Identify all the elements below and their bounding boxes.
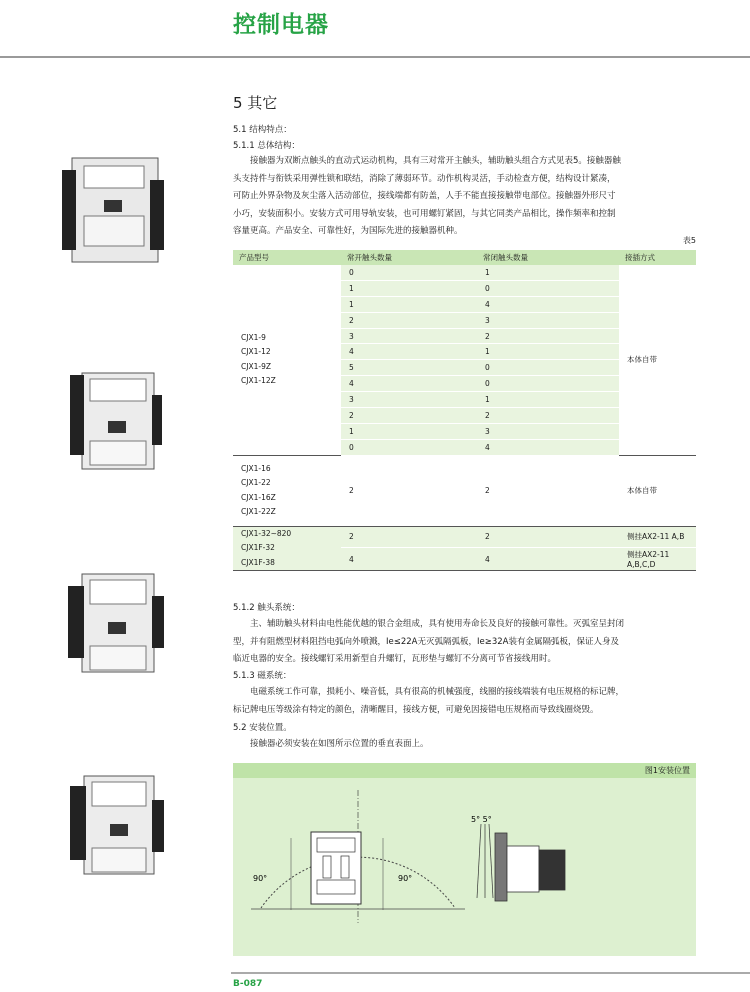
- paragraph-line: 主、辅助触头材料由电性能优越的银合金组成，具有使用寿命长及良好的接触可靠性。灭弧室呈封闭: [250, 619, 625, 629]
- no-count-cell: 2: [341, 312, 477, 328]
- mounting-cell-group1: 本体自带: [619, 265, 696, 455]
- model-name: CJX1-12Z: [241, 376, 276, 386]
- no-count-cell: 3: [341, 328, 477, 344]
- mounting-cell-group2: 本体自带: [619, 455, 696, 526]
- installation-diagram: [233, 778, 696, 956]
- nc-count-cell: 0: [477, 280, 619, 296]
- footer-divider: [231, 972, 750, 974]
- nc-count-cell: 2: [477, 526, 619, 547]
- contactor-photo-2: [70, 365, 165, 475]
- paragraph-line: 接触器必须安装在如图所示位置的垂直表面上。: [250, 739, 429, 749]
- nc-count-cell: 4: [477, 296, 619, 312]
- contactor-photo-4: [70, 770, 165, 880]
- model-name: CJX1F-32: [241, 543, 275, 553]
- paragraph-line: 小巧，安装面积小。安装方式可用导轨安装，也可用螺钉紧固，与其它同类产品相比，操作频率和控制: [233, 208, 616, 219]
- table-row: [233, 455, 696, 526]
- nc-count-cell: 3: [477, 423, 619, 439]
- model-name: CJX1-22Z: [241, 507, 276, 517]
- no-count-cell: 2: [341, 526, 477, 547]
- model-name: CJX1-22: [241, 478, 271, 488]
- nc-count-cell: 1: [477, 344, 619, 360]
- contactor-side-rail: [495, 833, 507, 901]
- subsection-heading-5-2: 5.2 安装位置。: [233, 723, 292, 733]
- nc-count-cell: 1: [477, 265, 619, 280]
- nc-count-cell: 4: [477, 547, 619, 570]
- table-row: [233, 526, 696, 547]
- paragraph-line: 型，并有阻燃型材料阻挡电弧向外喷溅，Ie≤22A无灭弧隔弧板，Ie≥32A装有金属隔弧板，保证人身及: [233, 636, 619, 647]
- overall-structure-paragraph: [233, 153, 696, 241]
- no-count-cell: 4: [341, 547, 477, 570]
- table-header-row: [233, 250, 696, 265]
- no-count-cell: 2: [341, 408, 477, 424]
- no-count-cell: 5: [341, 360, 477, 376]
- contactor-side-cover: [539, 850, 565, 890]
- col-header-mounting: 接插方式: [619, 250, 696, 265]
- magnetic-system-paragraph: [233, 684, 696, 719]
- no-count-cell: 4: [341, 344, 477, 360]
- contactor-photo-3: [68, 568, 166, 678]
- figure-caption: 图1安装位置: [644, 766, 690, 775]
- subsection-heading-5-1-1: 5.1.1 总体结构：: [233, 141, 300, 151]
- model-name: CJX1-32~820: [241, 528, 292, 538]
- contact-system-paragraph: [233, 616, 696, 669]
- nc-count-cell: 2: [477, 328, 619, 344]
- paragraph-line: 可防止外界杂物及灰尘落入活动部位，接线端都有防盖，人手不能直接接触带电部位。接触器外形尺寸: [233, 191, 616, 201]
- tilt-angle-label: 5° 5°: [471, 815, 492, 824]
- model-name: CJX1-16: [241, 463, 271, 473]
- mounting-cell: 侧挂AX2-11 A,B: [619, 526, 696, 547]
- no-count-cell: 2: [341, 455, 477, 526]
- no-count-cell: 1: [341, 280, 477, 296]
- contactor-side-body: [507, 846, 539, 892]
- nc-count-cell: 2: [477, 408, 619, 424]
- table-row: [233, 265, 696, 280]
- paragraph-line: 临近电器的安全。接线螺钉采用新型自升螺钉，瓦形垫与螺钉不分离可节省接线用时。: [233, 654, 557, 664]
- paragraph-line: 标记牌电压等级涂有特定的颜色，清晰醒目，接线方便，可避免因接错电压规格而导致线圈烧毁。: [233, 704, 599, 715]
- nc-count-cell: 0: [477, 376, 619, 392]
- no-count-cell: 0: [341, 439, 477, 455]
- header-divider: [0, 56, 750, 58]
- no-count-cell: 1: [341, 423, 477, 439]
- no-count-cell: 0: [341, 265, 477, 280]
- col-header-no-contacts: 常开触头数量: [341, 250, 477, 265]
- installation-paragraph: [233, 736, 696, 754]
- col-header-nc-contacts: 常闭触头数量: [477, 250, 619, 265]
- section-title: 5 其它: [233, 94, 278, 112]
- model-name: CJX1-9Z: [241, 361, 271, 371]
- nc-count-cell: 0: [477, 360, 619, 376]
- page-header-title: 控制电器: [233, 12, 329, 38]
- model-name: CJX1F-38: [241, 557, 275, 567]
- no-count-cell: 4: [341, 376, 477, 392]
- paragraph-line: 电磁系统工作可靠，损耗小、噪音低，具有很高的机械强度，线圈的接线端装有电压规格的标记牌，: [250, 687, 625, 697]
- contact-combination-table: [233, 250, 696, 571]
- model-name: CJX1-9: [241, 332, 266, 342]
- paragraph-line: 容量更高。产品安全、可靠性好，为国际先进的接触器机种。: [233, 226, 463, 236]
- page-number: B-087: [233, 979, 263, 989]
- subsection-heading-5-1-2: 5.1.2 触头系统：: [233, 603, 300, 613]
- model-cell-group2: [233, 455, 341, 526]
- paragraph-line: 头支持件与衔铁采用弹性锁和联结，消除了薄弱环节。动作机构灵活，手动检查方便，结构设计紧凑，: [233, 173, 616, 184]
- model-cell-group3: [233, 526, 341, 571]
- table-number-label: 表5: [682, 236, 696, 245]
- no-count-cell: 3: [341, 392, 477, 408]
- subsection-heading-5-1-3: 5.1.3 磁系统：: [233, 671, 292, 681]
- mounting-cell: 侧挂AX2-11 A,B,C,D: [619, 547, 696, 570]
- nc-count-cell: 1: [477, 392, 619, 408]
- nc-count-cell: 3: [477, 312, 619, 328]
- paragraph-line: 接触器为双断点触头的直动式运动机构，具有三对常开主触头，辅助触头组合方式见表5。接触器触: [250, 156, 621, 166]
- angle-label-left: 90°: [253, 874, 268, 883]
- model-name: CJX1-12: [241, 347, 271, 357]
- model-cell-group1: [233, 265, 341, 455]
- col-header-model: 产品型号: [233, 250, 341, 265]
- angle-label-right: 90°: [398, 874, 413, 883]
- model-name: CJX1-16Z: [241, 492, 276, 502]
- figure-caption-bar: [233, 763, 696, 778]
- nc-count-cell: 2: [477, 455, 619, 526]
- nc-count-cell: 4: [477, 439, 619, 455]
- contactor-photo-1: [60, 150, 170, 270]
- subsection-heading-5-1: 5.1 结构特点：: [233, 125, 292, 135]
- no-count-cell: 1: [341, 296, 477, 312]
